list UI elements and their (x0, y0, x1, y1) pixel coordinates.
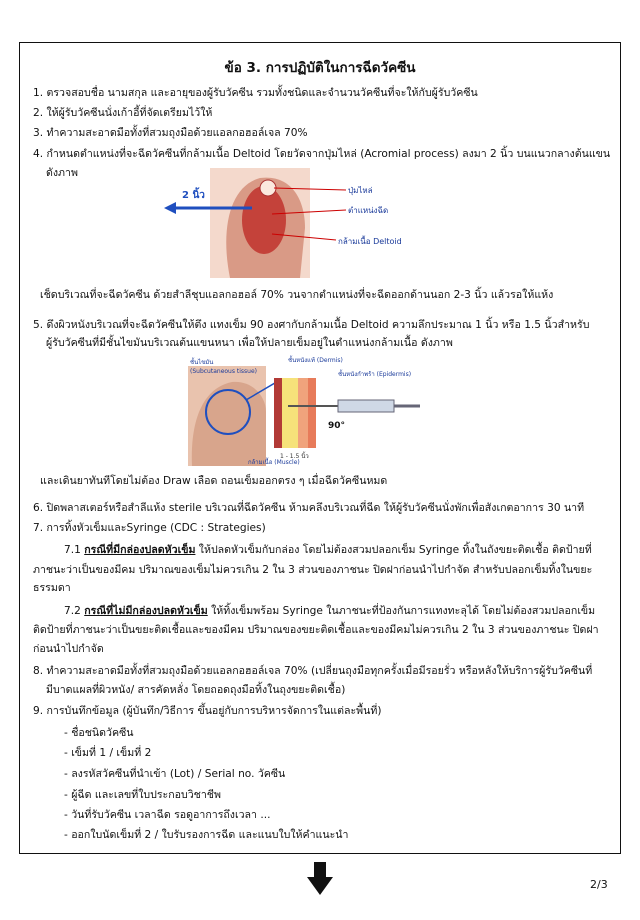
syringe-barrel (338, 400, 394, 412)
fat-label: ชั้นไขมัน (190, 359, 214, 366)
muscle-layer (274, 378, 282, 448)
record-item: - วันที่รับวัคซีน เวลาฉีด รอดูอาการถึงเวลา ... (64, 809, 271, 821)
step-3: 3. ทำความสะอาดมือทั้งที่สวมถุงมือด้วยแอลกอฮอล์เจล 70% (33, 127, 308, 139)
step-6: 6. ปิดพลาสเตอร์หรือสำลีแห้ง sterile บริเวณที่ฉีดวัคซีน ห้ามคลึงบริเวณที่ฉีด ให้ผู้รับวัคซีนนั่งพักเพื่อสังเกตอาการ 30 นาที (33, 502, 585, 514)
step-7-1-text: ให้ปลดหัวเข็มกับกล่อง โดยไม่ต้องสวมปลอกเข็ม Syringe ทิ้งในถังขยะติดเชื้อ ติดป้ายที่ (195, 544, 592, 556)
record-item: - ชื่อชนิดวัคซีน (64, 727, 134, 739)
two-inch-label: 2 นิ้ว (182, 190, 205, 201)
step-4: 4. กำหนดตำแหน่งที่จะฉีดวัคซีนที่กล้ามเนื้อ Deltoid โดยวัดจากปุ่มไหล่ (Acromial process) ลงมา 2 นิ้ว บนแนวกลางต้นแขน (33, 148, 611, 160)
step-7-2-cont2: ก่อนนำไปกำจัด (33, 643, 104, 655)
dermis-label: ชั้นหนังแท้ (Dermis) (288, 357, 343, 364)
step-7-1-cont: ภาชนะว่าเป็นของมีคม ปริมาณของเข็มไม่ควรเกิน 2 ใน 3 ส่วนของภาชนะ ปิดฝาก่อนนำไปกำจัด สำหรับปลอกเข็มทิ้งในขยะ (33, 564, 593, 576)
step-1: 1. ตรวจสอบชื่อ นามสกุล และอายุของผู้รับวัคซีน รวมทั้งชนิดและจำนวนวัคซีนที่จะให้กับผู้รับวัคซีน (33, 87, 478, 99)
step-7-2-cont: ติดป้ายที่ภาชนะว่าเป็นขยะติดเชื้อและของมีคม ปริมาณของขยะติดเชื้อและของมีคมไม่ควรเกิน 2 ใน 3 ส่วนของภาชนะ ปิดฝา (33, 624, 599, 636)
step-7-2-text: ให้ทิ้งเข็มพร้อม Syringe ในภาชนะที่ป้องกันการแทงทะลุได้ โดยไม่ต้องสวมปลอกเข็ม (207, 605, 596, 617)
fat-layer (280, 378, 298, 448)
step-7-2-heading: กรณีที่ไม่มีกล่องปลดหัวเข็ม (84, 605, 208, 617)
step-9: 9. การบันทึกข้อมูล (ผู้บันทึก/วิธีการ ขึ้นอยู่กับการบริหารจัดการในแต่ละพื้นที่) (33, 705, 382, 717)
record-item: - ลงรหัสวัคซีนที่นำเข้า (Lot) / Serial no. วัคซีน (64, 768, 286, 780)
step-7-1-number: 7.1 (64, 544, 85, 556)
deltoid-location-figure (160, 168, 460, 278)
step-5: 5. ดึงผิวหนังบริเวณที่จะฉีดวัคซีนให้ตึง แทงเข็ม 90 องศากับกล้ามเนื้อ Deltoid ความลึกประมาณ 1 นิ้ว หรือ 1.5 นิ้วสำหรับ (33, 319, 590, 331)
step-7-2-number: 7.2 (64, 605, 85, 617)
record-item: - เข็มที่ 1 / เข็มที่ 2 (64, 747, 152, 759)
step-5-cont: ผู้รับวัคซีนที่มีชั้นไขมันบริเวณต้นแขนหนา เพื่อให้ปลายเข็มอยู่ในตำแหน่งกล้ามเนื้อ ดังภาพ (46, 337, 453, 349)
step-7-2 (64, 604, 595, 618)
muscle-label-2: กล้ามเนื้อ (Muscle) (248, 459, 300, 466)
deltoid-muscle (242, 186, 286, 254)
step-7: 7. การทิ้งหัวเข็มและSyringe (CDC : Strategies) (33, 522, 266, 534)
step-5-inject: และเดินยาทันทีโดยไม่ต้อง Draw เลือด ถอนเข็มออกตรง ๆ เมื่อฉีดวัคซีนหมด (40, 475, 388, 487)
subq-label: (Subcutaneous tissue) (190, 368, 257, 375)
record-item: - ออกใบนัดเข็มที่ 2 / ใบรับรองการฉีด และแนบใบให้คำแนะนำ (64, 829, 349, 841)
muscle-label: กล้ามเนื้อ Deltoid (338, 237, 402, 246)
down-arrow-icon (307, 862, 333, 896)
step-4-wipe: เช็ดบริเวณที่จะฉีดวัคซีน ด้วยสำลีชุบแอลกอฮอล์ 70% วนจากตำแหน่งที่จะฉีดออกด้านนอก 2-3 นิ้ว แล้วรอให้แห้ง (40, 289, 554, 301)
step-2: 2. ให้ผู้รับวัคซีนนั่งเก้าอี้ที่จัดเตรียมไว้ให้ (33, 107, 213, 119)
angle-label: 90° (328, 421, 346, 431)
page-number: 2/3 (590, 878, 608, 891)
acromion-point (260, 180, 276, 196)
injection-depth-figure (188, 352, 468, 466)
scale-label: 1 - 1.5 นิ้ว (280, 453, 309, 460)
shoulder-label: ปุ่มไหล่ (348, 186, 373, 195)
section-title: ข้อ 3. การปฏิบัติในการฉีดวัคซีน (224, 60, 416, 76)
step-7-1-heading: กรณีที่มีกล่องปลดหัวเข็ม (84, 544, 196, 556)
step-7-1-cont2: ธรรมดา (33, 582, 71, 594)
record-item: - ผู้ฉีด และเลขที่ใบประกอบวิชาชีพ (64, 789, 221, 801)
step-7-1 (64, 543, 592, 557)
dermis-layer (298, 378, 308, 448)
epidermis-layer (308, 378, 316, 448)
site-label: ตำแหน่งฉีด (348, 206, 389, 215)
epidermis-label: ชั้นหนังกำพร้า (Epidermis) (338, 371, 412, 378)
step-8: 8. ทำความสะอาดมือทั้งที่สวมถุงมือด้วยแอลกอฮอล์เจล 70% (เปลี่ยนถุงมือทุกครั้งเมื่อมีรอยรั่ว หรือหลังให้บริการผู้รับวัคซีนที่ (33, 665, 593, 677)
step-4-cont: ดังภาพ (46, 167, 78, 179)
step-8-cont: มีบาดแผลที่ผิวหนัง/ สารคัดหลั่ง โดยถอดถุงมือทิ้งในถุงขยะติดเชื้อ) (46, 684, 346, 696)
arrow-head-icon (164, 202, 176, 214)
